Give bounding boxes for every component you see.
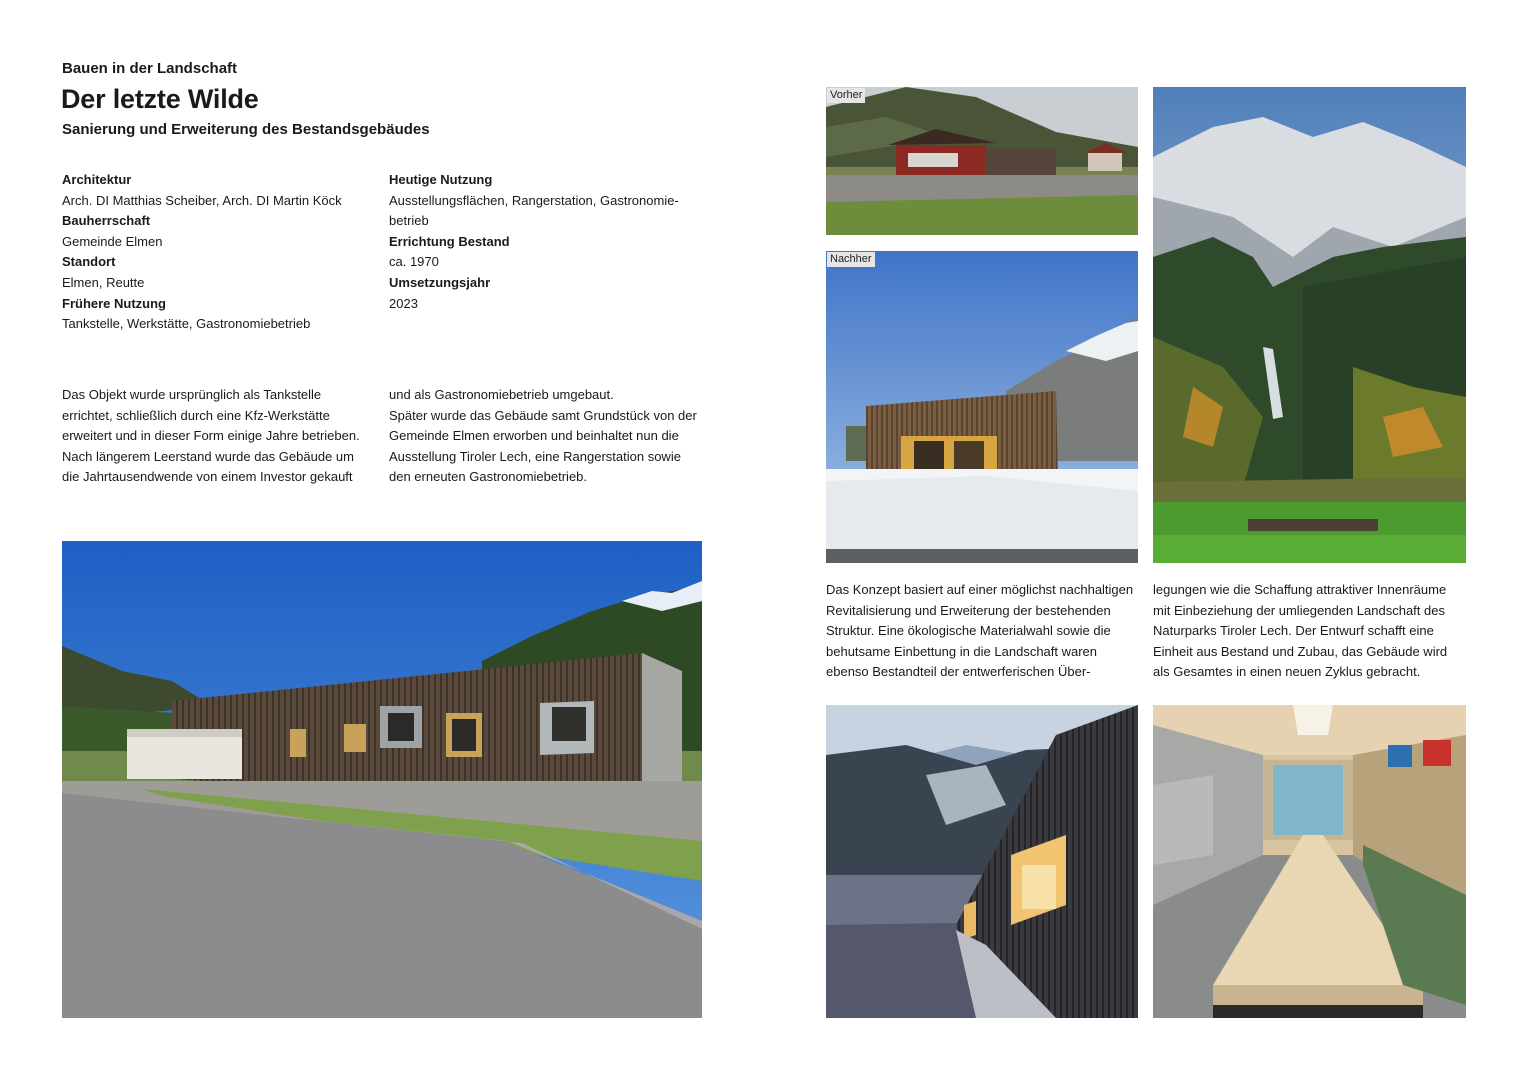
intro-text-right xyxy=(389,385,709,488)
text-line: Ausstellung Tiroler Lech, eine Rangerstation sowie xyxy=(389,448,681,464)
photo-after xyxy=(826,251,1138,563)
fact-value-heutige-nutzung-line2: betrieb xyxy=(389,213,429,229)
facts-left xyxy=(62,170,382,335)
photo-landscape xyxy=(1153,87,1466,563)
text-line: Revitalisierung und Erweiterung der bestehenden xyxy=(826,602,1111,618)
fact-value-heutige-nutzung-line1: Ausstellungsflächen, Rangerstation, Gastronomie- xyxy=(389,192,679,208)
text-line: ebenso Bestandteil der entwerferischen Über- xyxy=(826,664,1091,680)
fact-value-architektur: Arch. DI Matthias Scheiber, Arch. DI Martin Köck xyxy=(62,192,342,208)
fact-value-umsetzungsjahr: 2023 xyxy=(389,295,418,311)
text-line: Nach längerem Leerstand wurde das Gebäude um xyxy=(62,448,354,464)
concept-text-left xyxy=(826,580,1146,683)
fact-value-bauherrschaft: Gemeinde Elmen xyxy=(62,233,163,249)
text-line: Das Objekt wurde ursprünglich als Tankstelle xyxy=(62,387,322,402)
text-line: behutsame Einbettung in die Landschaft waren xyxy=(826,643,1098,659)
photo-evening xyxy=(826,705,1138,1018)
concept-text-right xyxy=(1153,580,1473,683)
page-title: Der letzte Wilde xyxy=(61,84,259,114)
text-line: Naturparks Tiroler Lech. Der Entwurf schafft eine xyxy=(1153,623,1434,639)
text-line: mit Einbeziehung der umliegenden Landschaft des xyxy=(1153,602,1445,618)
fact-label-bauherrschaft: Bauherrschaft xyxy=(62,213,151,229)
fact-value-errichtung-bestand: ca. 1970 xyxy=(389,254,439,270)
fact-value-standort: Elmen, Reutte xyxy=(62,274,145,290)
fact-label-umsetzungsjahr: Umsetzungsjahr xyxy=(389,274,491,290)
photo-interior xyxy=(1153,705,1466,1018)
text-line: errichtet, schließlich durch eine Kfz-Werkstätte xyxy=(62,407,330,423)
intro-text-left xyxy=(62,385,382,488)
fact-label-fruehere-nutzung: Frühere Nutzung xyxy=(62,295,166,311)
text-line: Einheit aus Bestand und Zubau, das Gebäude wird xyxy=(1153,643,1448,659)
text-line: legungen wie die Schaffung attraktiver Innenräume xyxy=(1153,582,1447,597)
fact-label-architektur: Architektur xyxy=(62,172,132,187)
page-subtitle: Sanierung und Erweiterung des Bestandsgebäudes xyxy=(62,121,430,138)
photo-main-building xyxy=(62,541,702,1018)
facts-right xyxy=(389,170,709,314)
text-line: den erneuten Gastronomiebetrieb. xyxy=(389,469,588,485)
caption-before: Vorher xyxy=(827,88,865,103)
photo-before xyxy=(826,87,1138,235)
text-line: die Jahrtausendwende von einem Investor gekauft xyxy=(62,469,353,485)
fact-label-errichtung-bestand: Errichtung Bestand xyxy=(389,233,510,249)
text-line: als Gesamtes in einen neuen Zyklus gebracht. xyxy=(1153,664,1421,680)
text-line: Struktur. Eine ökologische Materialwahl sowie die xyxy=(826,623,1111,639)
fact-label-standort: Standort xyxy=(62,254,116,270)
text-line: Das Konzept basiert auf einer möglichst nachhaltigen xyxy=(826,582,1134,597)
caption-after: Nachher xyxy=(827,252,875,267)
text-line: Später wurde das Gebäude samt Grundstück von der xyxy=(389,407,697,423)
fact-value-fruehere-nutzung: Tankstelle, Werkstätte, Gastronomiebetrieb xyxy=(62,316,311,332)
fact-label-heutige-nutzung: Heutige Nutzung xyxy=(389,172,493,187)
text-line: Gemeinde Elmen erworben und beinhaltet nun die xyxy=(389,428,679,444)
text-line: und als Gastronomiebetrieb umgebaut. xyxy=(389,387,614,402)
section-kicker: Bauen in der Landschaft xyxy=(62,60,238,77)
text-line: erweitert und in dieser Form einige Jahre betrieben. xyxy=(62,428,360,444)
